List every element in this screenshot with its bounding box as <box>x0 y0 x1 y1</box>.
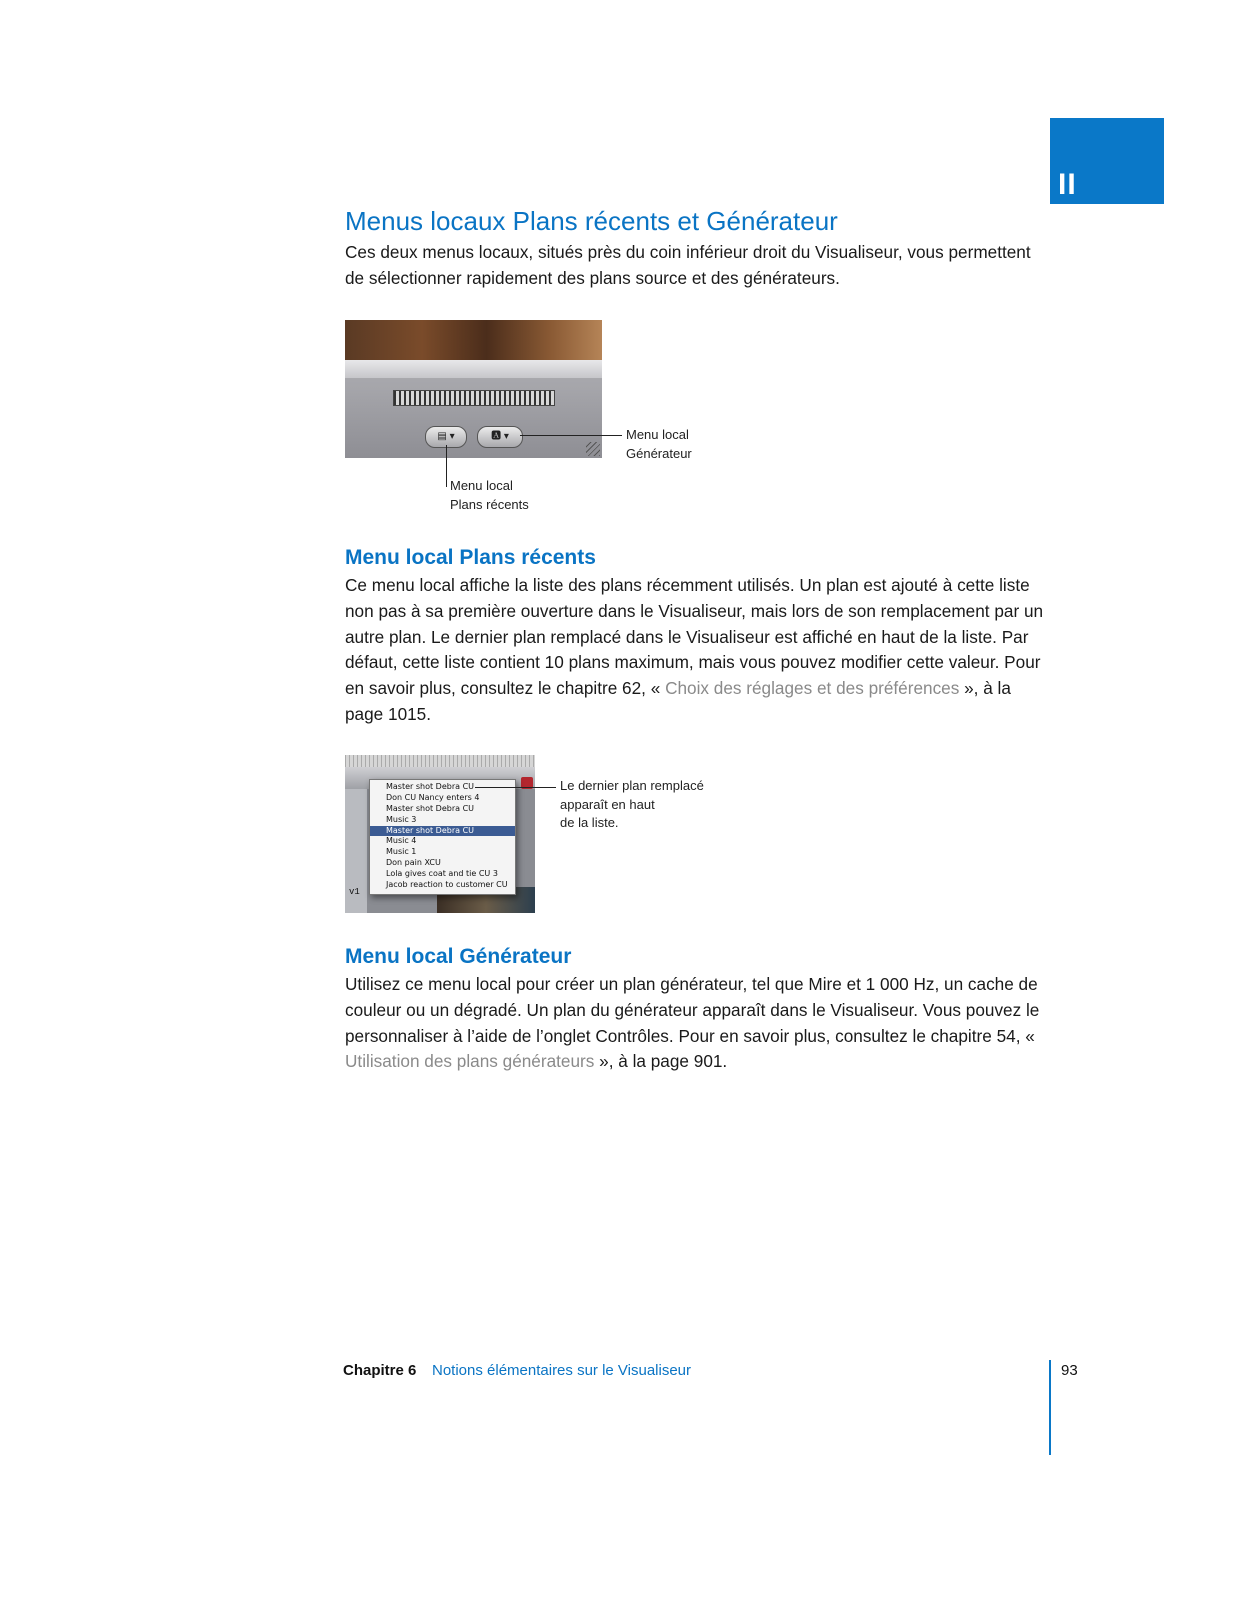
timeline-ruler <box>345 755 535 767</box>
resize-grip-icon <box>586 442 600 456</box>
page-number: 93 <box>1061 1362 1078 1379</box>
section-title-generator: Menu local Générateur <box>345 945 572 968</box>
section-recent-paragraph: Ce menu local affiche la liste des plans récemment utilisés. Un plan est ajouté à cette liste non pas à sa première ouverture dans le Visualiseur, mais lors de son remplacement par un autre plan. Le dernier plan remplacé dans le Visualiseur est affiché en haut de la liste. Par défaut, cette liste contient 10 plans maximum, mais vous pouvez modifier cette valeur. Pour en savoir plus, consultez le chapitre 62, « Choix des réglages et des préférences », à la page 1015. <box>345 575 1044 724</box>
part-tab-label: II <box>1058 168 1077 201</box>
callout-last-clip: Le dernier plan remplacé apparaît en haut de la liste. <box>560 778 704 830</box>
viewer-bevel <box>345 360 602 378</box>
footer-rule <box>1049 1360 1051 1455</box>
popup-item: Music 4 <box>386 836 417 846</box>
callout-generator: Menu local Générateur <box>626 427 692 461</box>
callout-line-last-clip <box>475 787 556 788</box>
recent-clips-menu-screenshot <box>345 755 535 913</box>
link-reglages-preferences[interactable]: Choix des réglages et des préférences <box>665 678 960 699</box>
section-title-recent: Menu local Plans récents <box>345 546 596 569</box>
popup-item: Jacob reaction to customer CU <box>386 880 508 890</box>
callout-line-generator <box>520 435 622 436</box>
popup-item: Don pain XCU <box>386 858 441 868</box>
viewer-controls-screenshot <box>345 320 602 458</box>
page-heading: Menus locaux Plans récents et Générateur <box>345 206 838 236</box>
shuttle-control <box>393 390 555 406</box>
track-label: v1 <box>349 887 360 897</box>
popup-item: Lola gives coat and tie CU 3 <box>386 869 498 879</box>
generator-button-icon: 🅰 ▾ <box>477 426 523 448</box>
viewer-image-area <box>345 320 602 360</box>
popup-item: Don CU Nancy enters 4 <box>386 792 480 802</box>
recent-clips-button-icon: ▤ ▾ <box>425 426 467 448</box>
popup-item: Music 3 <box>386 814 417 824</box>
intro-paragraph: Ces deux menus locaux, situés près du coin inférieur droit du Visualiseur, vous permettent de sélectionner rapidement des plans source et des générateurs. <box>345 242 1031 288</box>
footer-chapter: Chapitre 6 <box>343 1362 417 1379</box>
popup-item-selected: Master shot Debra CU <box>370 826 515 837</box>
popup-item: Master shot Debra CU <box>386 803 475 813</box>
part-tab <box>1050 118 1164 204</box>
link-plans-generateurs[interactable]: Utilisation des plans générateurs <box>345 1051 595 1072</box>
footer-chapter-title[interactable]: Notions élémentaires sur le Visualiseur <box>432 1362 692 1379</box>
recent-clips-popup <box>369 779 516 895</box>
popup-item: Music 1 <box>386 847 417 857</box>
section-generator-paragraph: Utilisez ce menu local pour créer un plan générateur, tel que Mire et 1 000 Hz, un cache de couleur ou un dégradé. Un plan du générateur apparaît dans le Visualiseur. Vous pouvez le personnaliser à l’aide de l’onglet Contrôles. Pour en savoir plus, consultez le chapitre 54, « Utilisation des plans générateurs », à la page 901. <box>345 974 1040 1072</box>
popup-item: Master shot Debra CU <box>386 782 475 791</box>
callout-line-recent <box>446 445 447 487</box>
callout-recent: Menu local Plans récents <box>450 478 529 512</box>
